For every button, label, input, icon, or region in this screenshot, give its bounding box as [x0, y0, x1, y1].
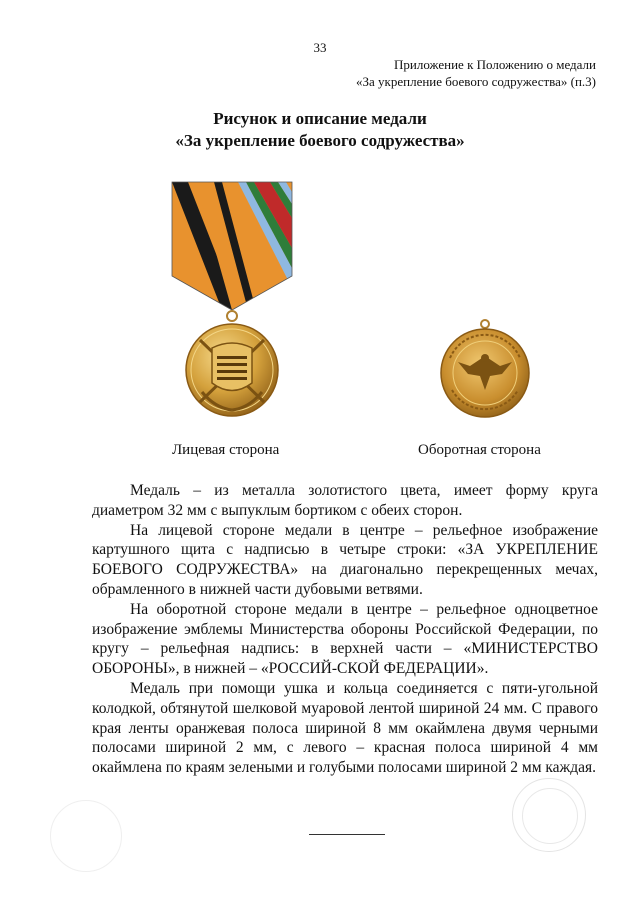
appendix-note: [356, 56, 596, 90]
faint-stamp-right: [512, 778, 586, 852]
page-number: 33: [313, 40, 327, 55]
front-side-caption: Лицевая сторона: [172, 442, 280, 458]
medal-illustration: [0, 178, 640, 428]
appendix-line-2: «За укрепление боевого содружества» (п.3): [356, 74, 596, 89]
medal-ring: [227, 311, 237, 321]
ribbon-block: [172, 182, 292, 312]
title-line-2: «За укрепление боевого содружества»: [175, 131, 465, 150]
faint-stamp-left: [50, 800, 122, 872]
back-side-caption: Оборотная сторона: [418, 442, 541, 458]
paragraph-ribbon: Медаль при помощи ушка и кольца соединяется с пяти-угольной колодкой, обтянутой шелковой муаровой лентой шириной 24 мм. С правого края ленты оранжевая полоса шириной 8 мм окаймлена двумя черными полосами шириной 2 мм, с левого – красная полоса шириной 4 мм окаймлена по краям зелеными и голубыми полосами шириной 2 мм каждая.: [92, 679, 598, 777]
medal-front: [186, 324, 278, 416]
end-divider: [309, 834, 385, 835]
medal-description: [92, 481, 598, 778]
paragraph-front-side: На лицевой стороне медали в центре – рельефное изображение картушного щита с надписью в четыре строки: «ЗА УКРЕПЛЕНИЕ БОЕВОГО СОДРУЖЕСТВА» на диагонально перекрещенных мечах, обрамленного в нижней части дубовыми ветвями.: [92, 521, 598, 598]
medal-back: [441, 320, 529, 417]
appendix-line-1: Приложение к Положению о медали: [394, 57, 596, 72]
document-title: [0, 108, 640, 152]
paragraph-back-side: На оборотной стороне медали в центре – рельефное одноцветное изображение эмблемы Министерства обороны Российской Федерации, по кругу – рельефная надпись: в верхней части – «МИНИСТЕРСТВО ОБОРОНЫ», в нижней – «РОССИЙ-СКОЙ ФЕДЕРАЦИИ».: [92, 600, 598, 678]
medal-images: [0, 178, 640, 428]
paragraph-material: Медаль – из металла золотистого цвета, имеет форму круга диаметром 32 мм с выпуклым бортиком с обеих сторон.: [92, 482, 598, 519]
title-line-1: Рисунок и описание медали: [213, 109, 427, 128]
